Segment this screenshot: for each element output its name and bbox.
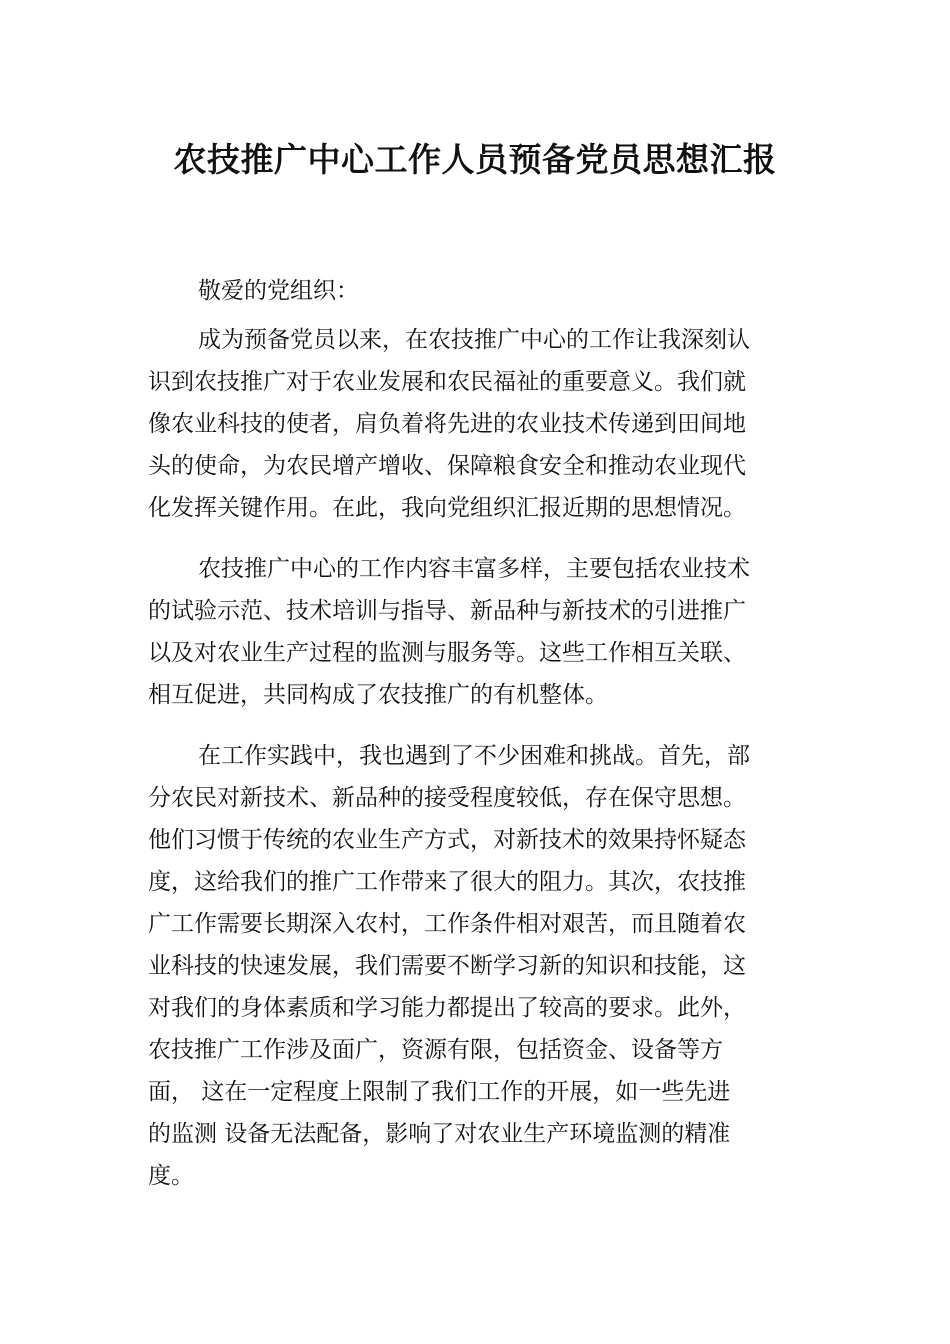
paragraph-line: 对我们的身体素质和学习能力都提出了较高的要求。此外， <box>148 995 746 1021</box>
paragraph-line: 识到农技推广对于农业发展和农民福祉的重要意义。我们就 <box>148 369 746 395</box>
paragraph-line: 他们习惯于传统的农业生产方式，对新技术的效果持怀疑态 <box>148 827 746 853</box>
paragraph-line: 度，这给我们的推广工作带来了很大的阻力。其次，农技推 <box>148 869 746 895</box>
paragraph-line: 农技推广工作涉及面广，资源有限，包括资金、设备等方 <box>148 1037 723 1063</box>
paragraph-line: 头的使命，为农民增产增收、保障粮食安全和推动农业现代 <box>148 453 746 479</box>
paragraph-2 <box>148 548 808 716</box>
paragraph-line: 化发挥关键作用。在此，我向党组织汇报近期的思想情况。 <box>148 495 746 521</box>
paragraph-1 <box>148 319 808 529</box>
paragraph-line: 像农业科技的使者，肩负着将先进的农业技术传递到田间地 <box>148 411 746 437</box>
paragraph-line: 面， 这在一定程度上限制了我们工作的开展，如一些先进 <box>148 1079 731 1105</box>
paragraph-line: 广工作需要长期深入农村，工作条件相对艰苦，而且随着农 <box>148 911 746 937</box>
document-title: 农技推广中心工作人员预备党员思想汇报 <box>173 140 777 179</box>
salutation: 敬爱的党组织： <box>198 278 359 304</box>
paragraph-line: 的监测 设备无法配备，影响了对农业生产环境监测的精准 <box>148 1121 731 1147</box>
paragraph-line: 度。 <box>148 1163 194 1189</box>
paragraph-line: 相互促进，共同构成了农技推广的有机整体。 <box>148 682 608 708</box>
paragraph-line: 以及对农业生产过程的监测与服务等。这些工作相互关联、 <box>148 640 746 666</box>
paragraph-line: 业科技的快速发展，我们需要不断学习新的知识和技能，这 <box>148 953 746 979</box>
paragraph-line: 成为预备党员以来，在农技推广中心的工作让我深刻认 <box>198 327 750 353</box>
paragraph-line: 在工作实践中，我也遇到了不少困难和挑战。首先，部 <box>198 743 750 769</box>
paragraph-line: 农技推广中心的工作内容丰富多样，主要包括农业技术 <box>198 556 750 582</box>
paragraph-3 <box>148 735 808 1197</box>
paragraph-line: 的试验示范、技术培训与指导、新品种与新技术的引进推广 <box>148 598 746 624</box>
paragraph-line: 分农民对新技术、新品种的接受程度较低，存在保守思想。 <box>148 785 746 811</box>
